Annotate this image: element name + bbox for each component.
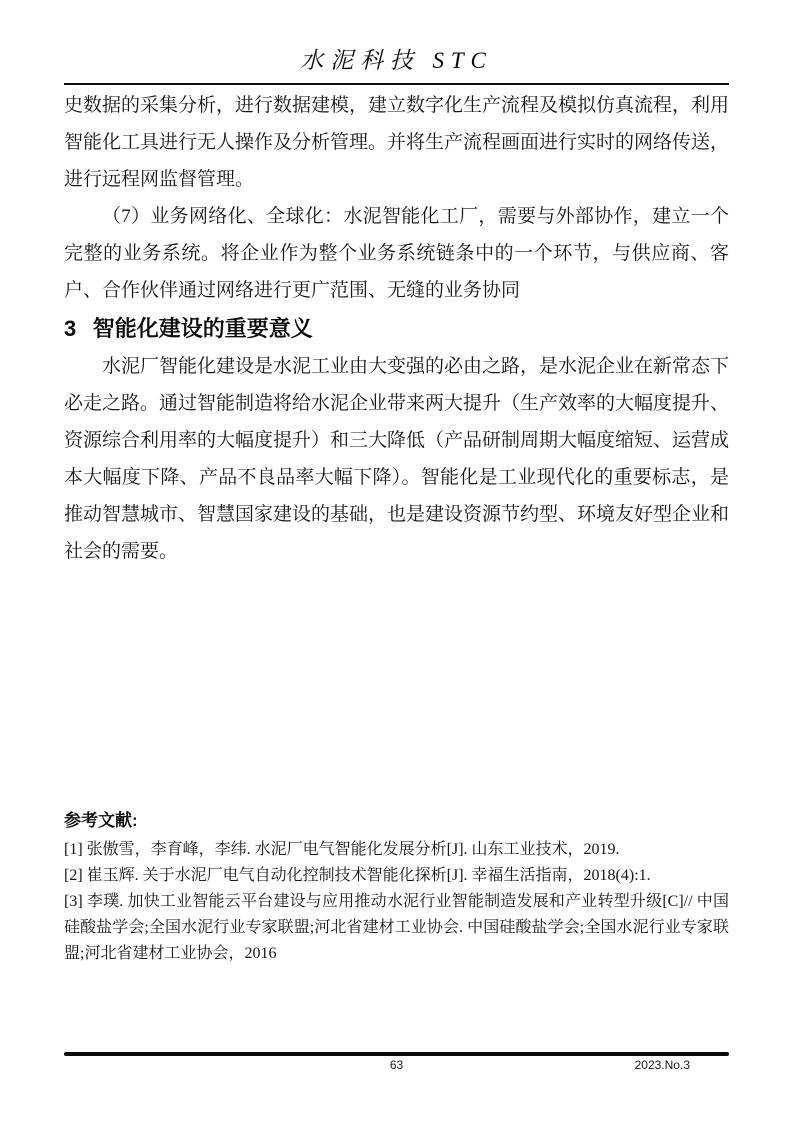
reference-list: [64, 837, 729, 967]
header-rule: [64, 83, 729, 85]
body-paragraph: 水泥厂智能化建设是水泥工业由大变强的必由之路，是水泥企业在新常态下必走之路。通过智能制造将给水泥企业带来两大提升（生产效率的大幅度提升、资源综合利用率的大幅度提升）和三大降低（产品研制周期大幅度缩短、运营成本大幅度下降、产品不良品率大幅下降）。智能化是工业现代化的重要标志，是推动智慧城市、智慧国家建设的基础，也是建设资源节约型、环境友好型企业和社会的需要。: [64, 356, 730, 562]
section-title: 智能化建设的重要意义: [92, 316, 313, 341]
references-heading: 参考文献:: [64, 811, 138, 830]
journal-title: 水泥科技 STC: [300, 48, 493, 73]
footer-rule: [64, 1052, 729, 1056]
body-paragraph: 史数据的采集分析，进行数据建模，建立数字化生产流程及模拟仿真流程，利用智能化工具进行无人操作及分析管理。并将生产流程画面进行实时的网络传送，进行远程网监督管理。: [64, 95, 730, 190]
page-header: [0, 42, 793, 75]
references-section: [64, 808, 729, 967]
reference-item: [2] 崔玉辉. 关于水泥厂电气自动化控制技术智能化探析[J]. 幸福生活指南，2018(4):1.: [64, 867, 651, 884]
paragraphs-after-heading: [64, 348, 729, 570]
section-number: 3: [64, 316, 77, 341]
section-heading: [64, 309, 729, 348]
reference-item: [1] 张傲雪，李育峰，李纬. 水泥厂电气智能化发展分析[J]. 山东工业技术，2019.: [64, 841, 620, 858]
reference-item: [3] 李璞. 加快工业智能云平台建设与应用推动水泥行业智能制造发展和产业转型升级[C]// 中国硅酸盐学会;全国水泥行业专家联盟;河北省建材工业协会. 中国硅酸盐学会;全国水泥行业专家联盟;河北省建材工业协会，2016: [64, 893, 729, 962]
issue-number: 2023.No.3: [634, 1058, 690, 1072]
page-number: 63: [389, 1058, 404, 1072]
document-body: [64, 87, 729, 570]
paragraphs-before-heading: [64, 87, 729, 309]
body-paragraph: （7）业务网络化、全球化：水泥智能化工厂，需要与外部协作，建立一个完整的业务系统。将企业作为整个业务系统链条中的一个环节，与供应商、客户、合作伙伴通过网络进行更广范围、无缝的业务协同: [64, 206, 729, 301]
